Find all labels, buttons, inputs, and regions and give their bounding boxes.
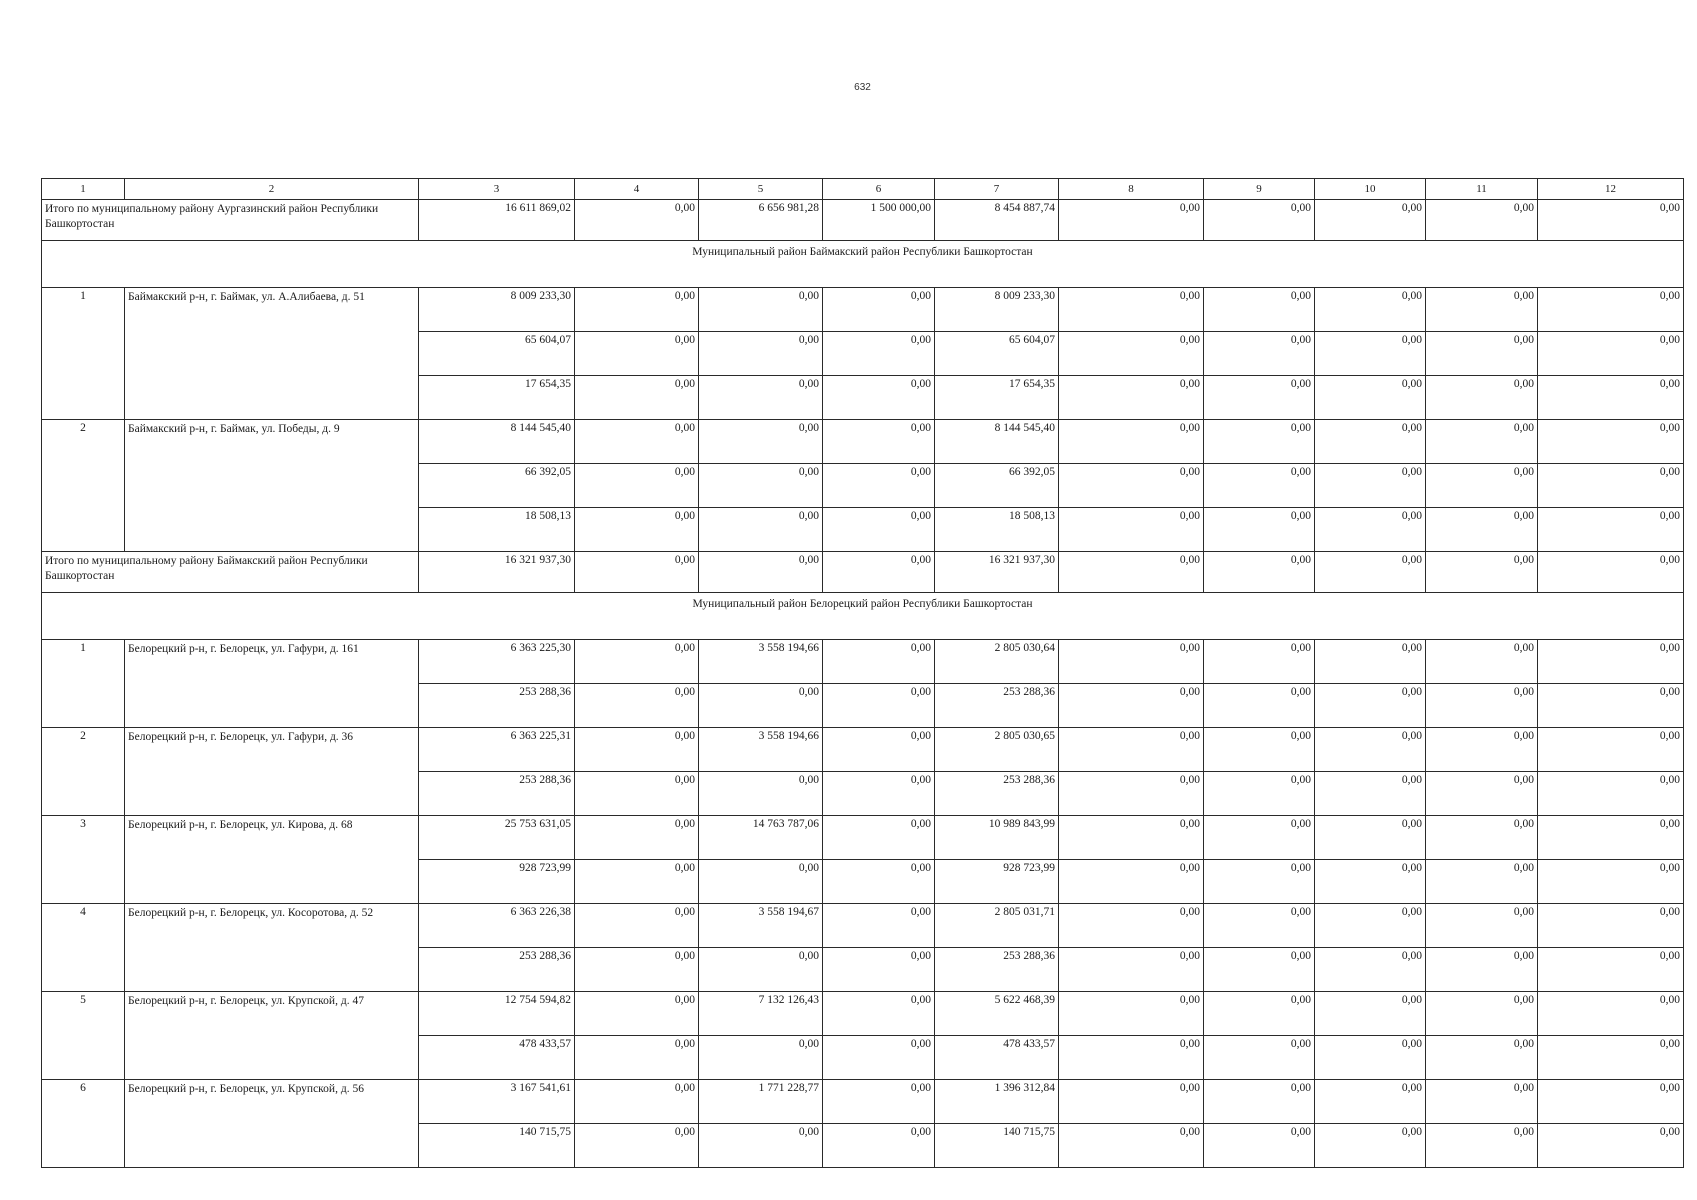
amount-cell: 0,00 — [575, 860, 699, 904]
amount-cell: 140 715,75 — [935, 1124, 1059, 1168]
amount-cell: 0,00 — [1059, 860, 1204, 904]
amount-cell: 65 604,07 — [419, 332, 575, 376]
amount-cell: 12 754 594,82 — [419, 992, 575, 1036]
amount-cell: 14 763 787,06 — [699, 816, 823, 860]
amount-cell: 0,00 — [1538, 772, 1684, 816]
amount-cell: 0,00 — [699, 948, 823, 992]
amount-cell: 0,00 — [575, 464, 699, 508]
amount-cell: 0,00 — [575, 948, 699, 992]
column-number: 2 — [125, 179, 419, 200]
amount-cell: 0,00 — [823, 288, 935, 332]
amount-cell: 0,00 — [575, 288, 699, 332]
amount-cell: 0,00 — [1426, 860, 1538, 904]
address-cell: Белорецкий р-н, г. Белорецк, ул. Гафури, д. 161 — [125, 640, 419, 728]
total-label: Итого по муниципальному району Аургазинский район Республики Башкортостан — [42, 200, 419, 241]
amount-cell: 0,00 — [823, 904, 935, 948]
amount-cell: 0,00 — [699, 420, 823, 464]
amount-cell: 0,00 — [1538, 948, 1684, 992]
amount-cell: 0,00 — [1315, 376, 1426, 420]
amount-cell: 1 500 000,00 — [823, 200, 935, 241]
amount-cell: 0,00 — [575, 772, 699, 816]
address-cell: Белорецкий р-н, г. Белорецк, ул. Гафури, д. 36 — [125, 728, 419, 816]
amount-cell: 0,00 — [1059, 288, 1204, 332]
amount-cell: 10 989 843,99 — [935, 816, 1059, 860]
amount-cell: 0,00 — [1538, 376, 1684, 420]
page-number: 632 — [854, 82, 871, 93]
amount-cell: 0,00 — [1204, 640, 1315, 684]
amount-cell: 0,00 — [1204, 904, 1315, 948]
amount-cell: 0,00 — [823, 420, 935, 464]
amount-cell: 0,00 — [1538, 552, 1684, 593]
table-body — [42, 179, 1684, 1168]
section-row — [42, 241, 1684, 288]
amount-cell: 66 392,05 — [935, 464, 1059, 508]
amount-cell: 0,00 — [823, 772, 935, 816]
amount-cell: 0,00 — [1204, 684, 1315, 728]
amount-cell: 66 392,05 — [419, 464, 575, 508]
amount-cell: 18 508,13 — [935, 508, 1059, 552]
total-label: Итого по муниципальному району Баймакский район Республики Башкортостан — [42, 552, 419, 593]
amount-cell: 0,00 — [1204, 420, 1315, 464]
amount-cell: 0,00 — [823, 552, 935, 593]
amount-cell: 0,00 — [1538, 464, 1684, 508]
amount-cell: 17 654,35 — [419, 376, 575, 420]
amount-cell: 0,00 — [1426, 200, 1538, 241]
amount-cell: 6 363 226,38 — [419, 904, 575, 948]
column-number: 4 — [575, 179, 699, 200]
address-cell: Белорецкий р-н, г. Белорецк, ул. Косоротова, д. 52 — [125, 904, 419, 992]
amount-cell: 0,00 — [1426, 772, 1538, 816]
amount-cell: 0,00 — [575, 332, 699, 376]
amount-cell: 8 144 545,40 — [935, 420, 1059, 464]
amount-cell: 0,00 — [575, 1124, 699, 1168]
amount-cell: 0,00 — [1315, 904, 1426, 948]
amount-cell: 0,00 — [1426, 904, 1538, 948]
table-row — [42, 904, 1684, 948]
column-number: 1 — [42, 179, 125, 200]
amount-cell: 0,00 — [575, 1080, 699, 1124]
amount-cell: 0,00 — [1426, 684, 1538, 728]
amount-cell: 0,00 — [1059, 640, 1204, 684]
address-cell: Баймакский р-н, г. Баймак, ул. Победы, д. 9 — [125, 420, 419, 552]
amount-cell: 16 321 937,30 — [419, 552, 575, 593]
amount-cell: 0,00 — [1059, 464, 1204, 508]
table-row — [42, 420, 1684, 464]
amount-cell: 0,00 — [1204, 772, 1315, 816]
amount-cell: 0,00 — [1204, 332, 1315, 376]
amount-cell: 0,00 — [1315, 1124, 1426, 1168]
amount-cell: 0,00 — [1426, 1124, 1538, 1168]
amount-cell: 0,00 — [1059, 684, 1204, 728]
amount-cell: 0,00 — [699, 684, 823, 728]
column-number: 7 — [935, 179, 1059, 200]
amount-cell: 0,00 — [699, 376, 823, 420]
amount-cell: 0,00 — [1315, 948, 1426, 992]
amount-cell: 0,00 — [823, 816, 935, 860]
amount-cell: 253 288,36 — [935, 772, 1059, 816]
section-title: Муниципальный район Баймакский район Республики Башкортостан — [42, 241, 1684, 288]
amount-cell: 3 558 194,67 — [699, 904, 823, 948]
amount-cell: 0,00 — [1426, 640, 1538, 684]
amount-cell: 140 715,75 — [419, 1124, 575, 1168]
amount-cell: 0,00 — [699, 464, 823, 508]
amount-cell: 2 805 030,65 — [935, 728, 1059, 772]
amount-cell: 8 144 545,40 — [419, 420, 575, 464]
amount-cell: 0,00 — [1538, 1036, 1684, 1080]
amount-cell: 0,00 — [575, 200, 699, 241]
amount-cell: 0,00 — [1315, 200, 1426, 241]
address-cell: Белорецкий р-н, г. Белорецк, ул. Крупской, д. 56 — [125, 1080, 419, 1168]
column-number: 11 — [1426, 179, 1538, 200]
amount-cell: 0,00 — [1315, 332, 1426, 376]
amount-cell: 0,00 — [1204, 860, 1315, 904]
amount-cell: 0,00 — [1204, 728, 1315, 772]
amount-cell: 0,00 — [1538, 816, 1684, 860]
amount-cell: 18 508,13 — [419, 508, 575, 552]
amount-cell: 6 363 225,30 — [419, 640, 575, 684]
amount-cell: 0,00 — [699, 860, 823, 904]
amount-cell: 0,00 — [1059, 948, 1204, 992]
amount-cell: 0,00 — [823, 1124, 935, 1168]
amount-cell: 0,00 — [1315, 1080, 1426, 1124]
amount-cell: 0,00 — [1426, 728, 1538, 772]
section-row — [42, 593, 1684, 640]
amount-cell: 0,00 — [699, 552, 823, 593]
amount-cell: 0,00 — [1426, 992, 1538, 1036]
amount-cell: 0,00 — [699, 332, 823, 376]
amount-cell: 0,00 — [1315, 1036, 1426, 1080]
amount-cell: 0,00 — [1315, 464, 1426, 508]
column-number: 8 — [1059, 179, 1204, 200]
amount-cell: 0,00 — [823, 640, 935, 684]
amount-cell: 3 558 194,66 — [699, 640, 823, 684]
amount-cell: 0,00 — [1315, 728, 1426, 772]
amount-cell: 16 611 869,02 — [419, 200, 575, 241]
amount-cell: 0,00 — [1538, 904, 1684, 948]
amount-cell: 0,00 — [1204, 1080, 1315, 1124]
amount-cell: 253 288,36 — [935, 684, 1059, 728]
amount-cell: 0,00 — [1204, 464, 1315, 508]
table-row — [42, 992, 1684, 1036]
amount-cell: 0,00 — [1538, 508, 1684, 552]
amount-cell: 253 288,36 — [419, 772, 575, 816]
amount-cell: 0,00 — [1059, 904, 1204, 948]
amount-cell: 0,00 — [1538, 200, 1684, 241]
amount-cell: 0,00 — [823, 376, 935, 420]
amount-cell: 0,00 — [823, 860, 935, 904]
amount-cell: 8 009 233,30 — [419, 288, 575, 332]
table-row — [42, 288, 1684, 332]
amount-cell: 0,00 — [1315, 772, 1426, 816]
amount-cell: 1 396 312,84 — [935, 1080, 1059, 1124]
section-title: Муниципальный район Белорецкий район Республики Башкортостан — [42, 593, 1684, 640]
amount-cell: 5 622 468,39 — [935, 992, 1059, 1036]
amount-cell: 0,00 — [1426, 1080, 1538, 1124]
amount-cell: 0,00 — [575, 684, 699, 728]
amount-cell: 0,00 — [1538, 420, 1684, 464]
amount-cell: 0,00 — [823, 948, 935, 992]
amount-cell: 0,00 — [575, 1036, 699, 1080]
column-number: 12 — [1538, 179, 1684, 200]
amount-cell: 16 321 937,30 — [935, 552, 1059, 593]
amount-cell: 8 454 887,74 — [935, 200, 1059, 241]
amount-cell: 0,00 — [1426, 1036, 1538, 1080]
amount-cell: 253 288,36 — [419, 948, 575, 992]
amount-cell: 0,00 — [1059, 1036, 1204, 1080]
amount-cell: 0,00 — [823, 728, 935, 772]
table-row — [42, 1080, 1684, 1124]
amount-cell: 0,00 — [1315, 288, 1426, 332]
row-number: 5 — [42, 992, 125, 1080]
amount-cell: 0,00 — [1426, 332, 1538, 376]
amount-cell: 8 009 233,30 — [935, 288, 1059, 332]
column-number: 3 — [419, 179, 575, 200]
amount-cell: 25 753 631,05 — [419, 816, 575, 860]
column-number: 6 — [823, 179, 935, 200]
amount-cell: 0,00 — [575, 992, 699, 1036]
amount-cell: 0,00 — [1426, 376, 1538, 420]
amount-cell: 0,00 — [1315, 684, 1426, 728]
amount-cell: 0,00 — [699, 1124, 823, 1168]
row-number: 2 — [42, 728, 125, 816]
column-number: 9 — [1204, 179, 1315, 200]
amount-cell: 0,00 — [1426, 816, 1538, 860]
amount-cell: 0,00 — [1204, 376, 1315, 420]
row-number: 3 — [42, 816, 125, 904]
amount-cell: 0,00 — [823, 1080, 935, 1124]
amount-cell: 0,00 — [1204, 1036, 1315, 1080]
amount-cell: 0,00 — [1059, 1124, 1204, 1168]
amount-cell: 0,00 — [823, 684, 935, 728]
total-row — [42, 200, 1684, 241]
amount-cell: 7 132 126,43 — [699, 992, 823, 1036]
amount-cell: 0,00 — [823, 464, 935, 508]
amount-cell: 0,00 — [1059, 772, 1204, 816]
amount-cell: 0,00 — [1426, 948, 1538, 992]
amount-cell: 0,00 — [1538, 1124, 1684, 1168]
amount-cell: 1 771 228,77 — [699, 1080, 823, 1124]
row-number: 1 — [42, 288, 125, 420]
amount-cell: 0,00 — [1059, 332, 1204, 376]
row-number: 4 — [42, 904, 125, 992]
amount-cell: 0,00 — [1059, 552, 1204, 593]
amount-cell: 0,00 — [1315, 992, 1426, 1036]
table-row — [42, 728, 1684, 772]
amount-cell: 3 167 541,61 — [419, 1080, 575, 1124]
table-row — [42, 640, 1684, 684]
column-number: 5 — [699, 179, 823, 200]
amount-cell: 0,00 — [1538, 288, 1684, 332]
amount-cell: 0,00 — [1315, 640, 1426, 684]
budget-table — [41, 178, 1684, 1168]
amount-cell: 0,00 — [575, 508, 699, 552]
amount-cell: 0,00 — [575, 420, 699, 464]
amount-cell: 0,00 — [1059, 728, 1204, 772]
amount-cell: 0,00 — [1204, 508, 1315, 552]
amount-cell: 253 288,36 — [419, 684, 575, 728]
amount-cell: 0,00 — [1538, 1080, 1684, 1124]
amount-cell: 0,00 — [1538, 684, 1684, 728]
amount-cell: 0,00 — [1059, 1080, 1204, 1124]
amount-cell: 0,00 — [1204, 992, 1315, 1036]
total-row — [42, 552, 1684, 593]
amount-cell: 0,00 — [823, 332, 935, 376]
row-number: 6 — [42, 1080, 125, 1168]
amount-cell: 0,00 — [699, 288, 823, 332]
address-cell: Баймакский р-н, г. Баймак, ул. А.Алибаева, д. 51 — [125, 288, 419, 420]
address-cell: Белорецкий р-н, г. Белорецк, ул. Крупской, д. 47 — [125, 992, 419, 1080]
amount-cell: 0,00 — [1204, 288, 1315, 332]
row-number: 2 — [42, 420, 125, 552]
amount-cell: 0,00 — [1426, 288, 1538, 332]
row-number: 1 — [42, 640, 125, 728]
amount-cell: 0,00 — [1315, 420, 1426, 464]
amount-cell: 0,00 — [823, 1036, 935, 1080]
address-cell: Белорецкий р-н, г. Белорецк, ул. Кирова, д. 68 — [125, 816, 419, 904]
amount-cell: 0,00 — [823, 508, 935, 552]
amount-cell: 0,00 — [1315, 816, 1426, 860]
amount-cell: 0,00 — [1538, 992, 1684, 1036]
amount-cell: 3 558 194,66 — [699, 728, 823, 772]
amount-cell: 0,00 — [575, 728, 699, 772]
amount-cell: 0,00 — [699, 1036, 823, 1080]
amount-cell: 0,00 — [1538, 332, 1684, 376]
amount-cell: 478 433,57 — [935, 1036, 1059, 1080]
amount-cell: 6 363 225,31 — [419, 728, 575, 772]
amount-cell: 253 288,36 — [935, 948, 1059, 992]
amount-cell: 0,00 — [1059, 992, 1204, 1036]
amount-cell: 928 723,99 — [419, 860, 575, 904]
amount-cell: 0,00 — [1426, 464, 1538, 508]
amount-cell: 0,00 — [1204, 948, 1315, 992]
amount-cell: 0,00 — [575, 640, 699, 684]
amount-cell: 0,00 — [1426, 508, 1538, 552]
amount-cell: 0,00 — [1426, 420, 1538, 464]
amount-cell: 0,00 — [699, 772, 823, 816]
amount-cell: 6 656 981,28 — [699, 200, 823, 241]
amount-cell: 0,00 — [1538, 728, 1684, 772]
amount-cell: 17 654,35 — [935, 376, 1059, 420]
amount-cell: 0,00 — [1538, 640, 1684, 684]
amount-cell: 0,00 — [575, 904, 699, 948]
amount-cell: 0,00 — [1315, 552, 1426, 593]
amount-cell: 0,00 — [1204, 552, 1315, 593]
amount-cell: 0,00 — [699, 508, 823, 552]
amount-cell: 0,00 — [1059, 816, 1204, 860]
amount-cell: 0,00 — [823, 992, 935, 1036]
amount-cell: 0,00 — [575, 376, 699, 420]
amount-cell: 0,00 — [1538, 860, 1684, 904]
amount-cell: 65 604,07 — [935, 332, 1059, 376]
amount-cell: 0,00 — [1204, 1124, 1315, 1168]
amount-cell: 928 723,99 — [935, 860, 1059, 904]
amount-cell: 478 433,57 — [419, 1036, 575, 1080]
amount-cell: 0,00 — [1204, 200, 1315, 241]
column-number: 10 — [1315, 179, 1426, 200]
amount-cell: 0,00 — [1315, 508, 1426, 552]
column-number-row — [42, 179, 1684, 200]
amount-cell: 2 805 030,64 — [935, 640, 1059, 684]
amount-cell: 0,00 — [1426, 552, 1538, 593]
amount-cell: 0,00 — [1059, 376, 1204, 420]
amount-cell: 0,00 — [1059, 508, 1204, 552]
amount-cell: 0,00 — [575, 552, 699, 593]
amount-cell: 2 805 031,71 — [935, 904, 1059, 948]
amount-cell: 0,00 — [1315, 860, 1426, 904]
amount-cell: 0,00 — [1204, 816, 1315, 860]
amount-cell: 0,00 — [575, 816, 699, 860]
table-row — [42, 816, 1684, 860]
amount-cell: 0,00 — [1059, 420, 1204, 464]
amount-cell: 0,00 — [1059, 200, 1204, 241]
